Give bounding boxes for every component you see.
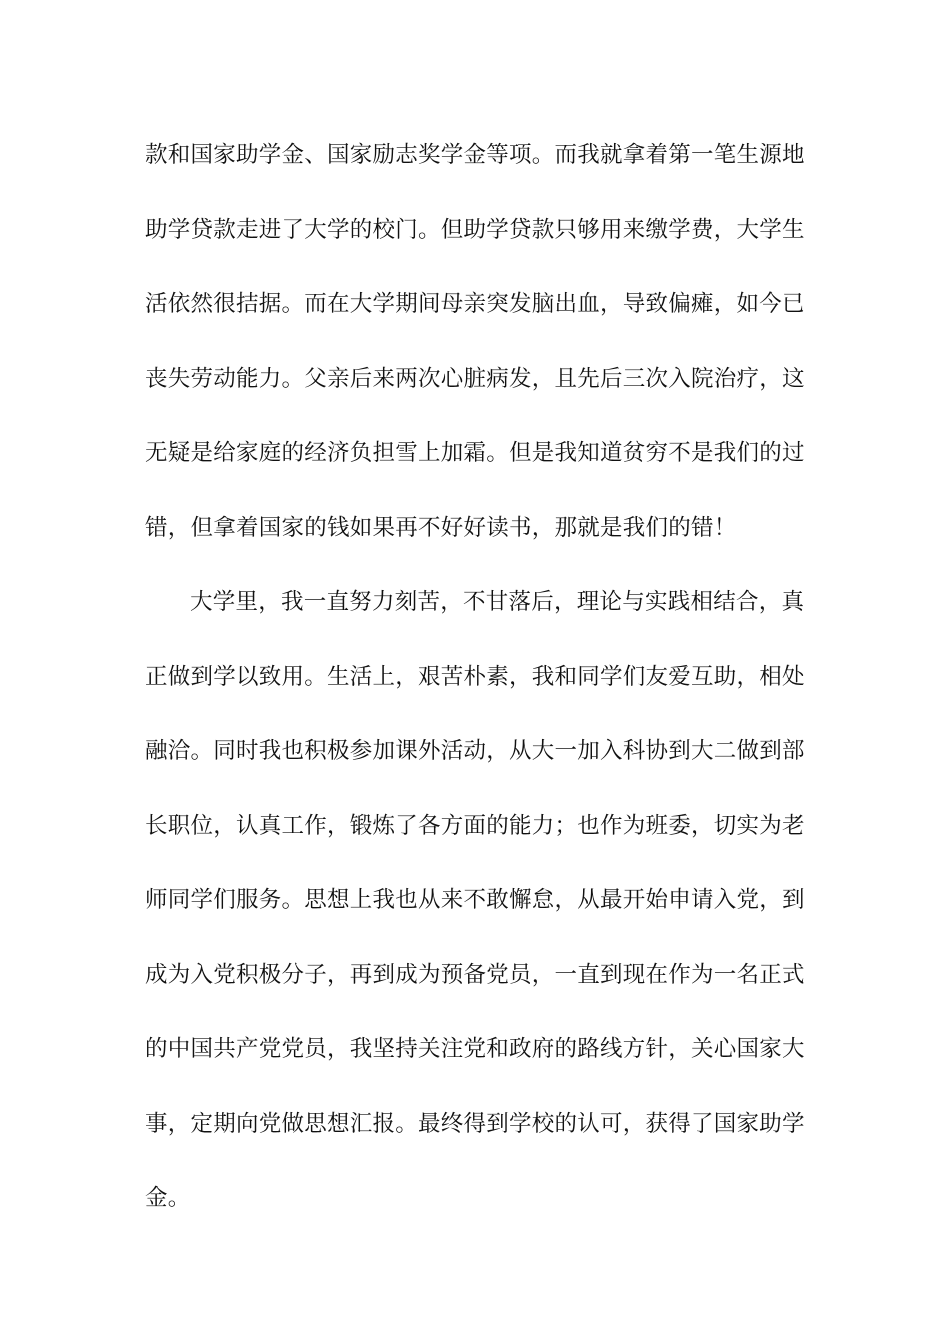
text-line: 无疑是给家庭的经济负担雪上加霜。但是我知道贫穷不是我们的过 [145,440,805,466]
text-line: 的中国共产党党员，我坚持关注党和政府的路线方针，关心国家大 [145,1036,805,1062]
text-line: 融洽。同时我也积极参加课外活动，从大一加入科协到大二做到部 [145,738,805,764]
paragraph-1 [145,130,810,577]
text-line: 长职位，认真工作，锻炼了各方面的能力；也作为班委，切实为老 [145,812,805,839]
text-line: 事，定期向党做思想汇报。最终得到学校的认可，获得了国家助学 [145,1110,805,1137]
text-line: 成为入党积极分子，再到成为预备党员，一直到现在作为一名正式 [145,961,805,988]
text-line: 正做到学以致用。生活上，艰苦朴素，我和同学们友爱互助，相处 [145,663,805,690]
text-line: 错，但拿着国家的钱如果再不好好读书，那就是我们的错！ [145,514,737,541]
text-line: 助学贷款走进了大学的校门。但助学贷款只够用来缴学费，大学生 [145,216,805,243]
paragraph-2 [145,577,810,1248]
document-body [145,130,810,1248]
text-line: 活依然很拮据。而在大学期间母亲突发脑出血，导致偏瘫，如今已 [145,291,805,317]
text-line: 金。 [145,1185,191,1211]
text-line: 款和国家助学金、国家励志奖学金等项。而我就拿着第一笔生源地 [145,142,805,168]
text-line: 师同学们服务。思想上我也从来不敢懈怠，从最开始申请入党，到 [145,887,805,913]
text-line: 大学里，我一直努力刻苦，不甘落后，理论与实践相结合，真 [190,589,805,615]
text-line: 丧失劳动能力。父亲后来两次心脏病发，且先后三次入院治疗，这 [145,365,805,392]
